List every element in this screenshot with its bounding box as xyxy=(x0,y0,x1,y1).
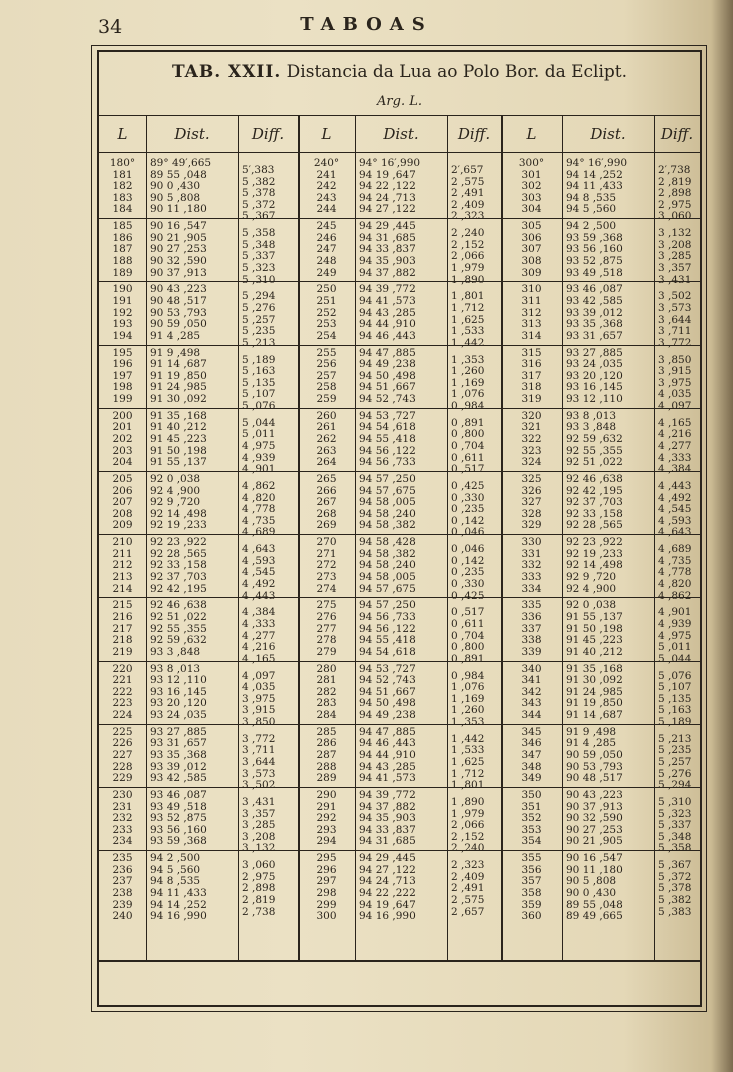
difference-values: 3 ,850 3 ,915 3 ,975 4 ,035 4 ,097 xyxy=(658,353,692,412)
column-header: Dist. xyxy=(174,125,210,143)
distance-values: 89° 49′,665 89 55 ,048 90 0 ,430 90 5 ,808 90 11 ,180 xyxy=(150,157,212,216)
distance-values: 94 29 ,445 94 27 ,122 94 24 ,713 94 22 ,222 94 19 ,647 94 16 ,990 xyxy=(359,852,416,923)
distance-values: 94 53 ,727 94 52 ,743 94 51 ,667 94 50 ,498 94 49 ,238 xyxy=(359,662,416,721)
difference-values: 1 ,890 1 ,979 2 ,066 2 ,152 2 ,240 xyxy=(451,796,485,855)
group-rule xyxy=(501,471,700,472)
arg-values: 345 346 347 348 349 xyxy=(521,725,542,785)
arg-values: 295 296 297 298 299 300 xyxy=(316,852,337,923)
column-rule xyxy=(146,115,147,960)
column-rule xyxy=(447,115,448,960)
arg-values: 205 206 207 208 209 xyxy=(112,473,133,532)
difference-values: 0 ,425 0 ,330 0 ,235 0 ,142 0 ,046 xyxy=(451,480,485,539)
group-rule xyxy=(501,218,700,219)
distance-values: 91 35 ,168 91 40 ,212 91 45 ,223 91 50 ,198 91 55 ,137 xyxy=(150,409,207,469)
page-number: 34 xyxy=(98,16,123,38)
column-rule xyxy=(298,115,300,960)
group-rule xyxy=(501,281,700,282)
arg-values: 240° 241 242 243 244 xyxy=(313,157,340,216)
difference-values: 0 ,517 0 ,611 0 ,704 0 ,800 0 ,891 xyxy=(451,606,485,665)
distance-values: 94 47 ,885 94 46 ,443 94 44 ,910 94 43 ,285 94 41 ,573 xyxy=(359,725,416,785)
difference-values: 1 ,442 1 ,533 1 ,625 1 ,712 1 ,801 xyxy=(451,732,485,792)
distance-values: 94 57 ,250 94 56 ,733 94 56 ,122 94 55 ,418 94 54 ,618 xyxy=(359,599,416,658)
arg-values: 310 311 312 313 314 xyxy=(521,283,542,342)
bottom-rule xyxy=(99,960,700,962)
column-header: Diff. xyxy=(660,125,694,143)
distance-values: 93 27 ,885 93 31 ,657 93 35 ,368 93 39 ,012 93 42 ,585 xyxy=(150,725,207,785)
distance-values: 94° 16′,990 94 14 ,252 94 11 ,433 94 8 ,535 94 5 ,560 xyxy=(566,157,628,216)
distance-values: 94 2 ,500 94 5 ,560 94 8 ,535 94 11 ,433 94 14 ,252 94 16 ,990 xyxy=(150,852,207,923)
column-rule xyxy=(654,115,655,960)
table-number: TAB. XXII. xyxy=(171,62,282,82)
difference-values: 5 ,310 5 ,323 5 ,337 5 ,348 5 ,358 xyxy=(658,796,692,855)
difference-values: 0 ,984 1 ,076 1 ,169 1 ,260 1 ,353 xyxy=(451,669,485,728)
difference-values: 4 ,384 4 ,333 4 ,277 4 ,216 4 ,165 xyxy=(242,606,276,665)
group-rule xyxy=(501,850,700,851)
group-rule xyxy=(501,534,700,535)
arg-values: 330 331 332 333 334 xyxy=(521,536,542,595)
difference-values: 5 ,358 5 ,348 5 ,337 5 ,323 5 ,310 xyxy=(242,227,276,286)
column-header: Dist. xyxy=(383,125,419,143)
distance-values: 94 2 ,500 93 59 ,368 93 56 ,160 93 52 ,875 93 49 ,518 xyxy=(566,220,623,279)
difference-values: 1 ,353 1 ,260 1 ,169 1 ,076 0 ,984 xyxy=(451,353,485,412)
arg-values: 305 306 307 308 309 xyxy=(521,220,542,279)
running-header: TABOAS xyxy=(300,14,433,35)
arg-values: 230 231 232 233 234 xyxy=(112,789,133,848)
distance-values: 92 46 ,638 92 42 ,195 92 37 ,703 92 33 ,158 92 28 ,565 xyxy=(566,473,623,532)
column-header: Dist. xyxy=(590,125,626,143)
arg-values: 195 196 197 198 199 xyxy=(112,346,133,405)
group-rule xyxy=(99,281,298,282)
distance-values: 94 57 ,250 94 57 ,675 94 58 ,005 94 58 ,240 94 58 ,382 xyxy=(359,473,416,532)
arg-values: 280 281 282 283 284 xyxy=(316,662,337,721)
arg-values: 335 336 337 338 339 xyxy=(521,599,542,658)
distance-values: 94 58 ,428 94 58 ,382 94 58 ,240 94 58 ,005 94 57 ,675 xyxy=(359,536,416,595)
difference-values: 4 ,443 4 ,492 4 ,545 4 ,593 4 ,643 xyxy=(658,480,692,539)
table-title xyxy=(99,62,700,82)
difference-values: 5 ,044 5 ,011 4 ,975 4 ,939 4 ,901 xyxy=(242,416,276,476)
arg-values: 215 216 217 218 219 xyxy=(112,599,133,658)
column-rule xyxy=(355,115,356,960)
distance-values: 94 39 ,772 94 37 ,882 94 35 ,903 94 33 ,837 94 31 ,685 xyxy=(359,789,416,848)
distance-values: 90 16 ,547 90 21 ,905 90 27 ,253 90 32 ,590 90 37 ,913 xyxy=(150,220,207,279)
arg-values: 290 291 292 293 294 xyxy=(316,789,337,848)
distance-values: 93 8 ,013 93 3 ,848 92 59 ,632 92 55 ,355 92 51 ,022 xyxy=(566,409,623,469)
group-rule xyxy=(99,218,298,219)
distance-values: 93 46 ,087 93 42 ,585 93 39 ,012 93 35 ,368 93 31 ,657 xyxy=(566,283,623,342)
group-rule xyxy=(298,218,501,219)
difference-values: 4 ,165 4 ,216 4 ,277 4 ,333 4 ,384 xyxy=(658,416,692,476)
difference-values: 4 ,689 4 ,735 4 ,778 4 ,820 4 ,862 xyxy=(658,543,692,602)
group-rule xyxy=(298,408,501,409)
difference-values: 4 ,862 4 ,820 4 ,778 4 ,735 4 ,689 xyxy=(242,480,276,539)
arg-values: 315 316 317 318 319 xyxy=(521,346,542,405)
group-rule xyxy=(501,661,700,662)
group-rule xyxy=(298,597,501,598)
column-header: L xyxy=(321,125,332,143)
group-rule xyxy=(501,408,700,409)
arg-values: 300° 301 302 303 304 xyxy=(518,157,545,216)
difference-values: 2 ,323 2 ,409 2 ,491 2 ,575 2 ,657 xyxy=(451,859,485,918)
arg-values: 325 326 327 328 329 xyxy=(521,473,542,532)
group-rule xyxy=(99,534,298,535)
distance-values: 92 23 ,922 92 19 ,233 92 14 ,498 92 9 ,720 92 4 ,900 xyxy=(566,536,623,595)
difference-values: 4 ,643 4 ,593 4 ,545 4 ,492 4 ,443 xyxy=(242,543,276,602)
distance-values: 92 0 ,038 92 4 ,900 92 9 ,720 92 14 ,498 92 19 ,233 xyxy=(150,473,207,532)
group-rule xyxy=(99,408,298,409)
difference-values: 4 ,901 4 ,939 4 ,975 5 ,011 5 ,044 xyxy=(658,606,692,665)
arg-values: 180° 181 182 183 184 xyxy=(109,157,136,216)
difference-values: 5 ,189 5 ,163 5 ,135 5 ,107 5 ,076 xyxy=(242,353,276,412)
group-rule xyxy=(99,850,298,851)
column-header: Diff. xyxy=(251,125,285,143)
group-rule xyxy=(501,597,700,598)
arg-values: 285 286 287 288 289 xyxy=(316,725,337,785)
group-rule xyxy=(298,471,501,472)
arg-values: 260 261 262 263 264 xyxy=(316,409,337,469)
distance-values: 90 43 ,223 90 48 ,517 90 53 ,793 90 59 ,050 91 4 ,285 xyxy=(150,283,207,342)
distance-values: 92 23 ,922 92 28 ,565 92 33 ,158 92 37 ,703 92 42 ,195 xyxy=(150,536,207,595)
distance-values: 91 35 ,168 91 30 ,092 91 24 ,985 91 19 ,850 91 14 ,687 xyxy=(566,662,623,721)
arg-values: 200 201 202 203 204 xyxy=(112,409,133,469)
arg-values: 255 256 257 258 259 xyxy=(316,346,337,405)
arg-values: 185 186 187 188 189 xyxy=(112,220,133,279)
distance-values: 92 46 ,638 92 51 ,022 92 55 ,355 92 59 ,632 93 3 ,848 xyxy=(150,599,207,658)
arg-values: 210 211 212 213 214 xyxy=(112,536,133,595)
title-rule xyxy=(99,115,700,116)
column-rule xyxy=(238,115,239,960)
difference-values: 2′,738 2 ,819 2 ,898 2 ,975 3 ,060 xyxy=(658,164,692,223)
distance-values: 91 9 ,498 91 4 ,285 90 59 ,050 90 53 ,793 90 48 ,517 xyxy=(566,725,623,785)
arg-values: 270 271 272 273 274 xyxy=(316,536,337,595)
difference-values: 3 ,132 3 ,208 3 ,285 3 ,357 3 ,431 xyxy=(658,227,692,286)
difference-values: 0 ,891 0 ,800 0 ,704 0 ,611 0 ,517 xyxy=(451,416,485,476)
difference-values: 5 ,076 5 ,107 5 ,135 5 ,163 5 ,189 xyxy=(658,669,692,728)
table-caption: Distancia da Lua ao Polo Bor. da Eclipt. xyxy=(286,62,628,82)
difference-values: 5 ,213 5 ,235 5 ,257 5 ,276 5 ,294 xyxy=(658,732,692,792)
distance-values: 94 53 ,727 94 54 ,618 94 55 ,418 94 56 ,122 94 56 ,733 xyxy=(359,409,416,469)
distance-values: 93 8 ,013 93 12 ,110 93 16 ,145 93 20 ,120 93 24 ,035 xyxy=(150,662,207,721)
group-rule xyxy=(99,345,298,346)
group-rule xyxy=(501,345,700,346)
distance-values: 93 27 ,885 93 24 ,035 93 20 ,120 93 16 ,145 93 12 ,110 xyxy=(566,346,623,405)
argument-label: Arg. L. xyxy=(377,94,422,109)
arg-values: 235 236 237 238 239 240 xyxy=(112,852,133,923)
column-rule xyxy=(562,115,563,960)
distance-values: 91 9 ,498 91 14 ,687 91 19 ,850 91 24 ,985 91 30 ,092 xyxy=(150,346,207,405)
table-frame xyxy=(97,50,702,1007)
group-rule xyxy=(298,787,501,788)
difference-values: 1 ,801 1 ,712 1 ,625 1 ,533 1 ,442 xyxy=(451,290,485,349)
difference-values: 5 ,294 5 ,276 5 ,257 5 ,235 5 ,213 xyxy=(242,290,276,349)
arg-values: 340 341 342 343 344 xyxy=(521,662,542,721)
difference-values: 3 ,772 3 ,711 3 ,644 3 ,573 3 ,502 xyxy=(242,732,276,792)
group-rule xyxy=(99,724,298,725)
title-bar xyxy=(99,52,700,115)
arg-values: 350 351 352 353 354 xyxy=(521,789,542,848)
arg-values: 265 266 267 268 269 xyxy=(316,473,337,532)
column-header: L xyxy=(117,125,128,143)
group-rule xyxy=(99,661,298,662)
column-header: Diff. xyxy=(457,125,491,143)
group-rule xyxy=(99,597,298,598)
distance-values: 94 47 ,885 94 49 ,238 94 50 ,498 94 51 ,667 94 52 ,743 xyxy=(359,346,416,405)
difference-values: 4 ,097 4 ,035 3 ,975 3 ,915 3 ,850 xyxy=(242,669,276,728)
difference-values: 3 ,431 3 ,357 3 ,285 3 ,208 3 ,132 xyxy=(242,796,276,855)
distance-values: 90 16 ,547 90 11 ,180 90 5 ,808 90 0 ,430 89 55 ,048 89 49 ,665 xyxy=(566,852,623,923)
group-rule xyxy=(298,534,501,535)
distance-values: 94° 16′,990 94 19 ,647 94 22 ,122 94 24 ,713 94 27 ,122 xyxy=(359,157,421,216)
arg-values: 190 191 192 193 194 xyxy=(112,283,133,342)
group-rule xyxy=(298,850,501,851)
distance-values: 94 39 ,772 94 41 ,573 94 43 ,285 94 44 ,910 94 46 ,443 xyxy=(359,283,416,342)
arg-values: 320 321 322 323 324 xyxy=(521,409,542,469)
column-header: L xyxy=(526,125,537,143)
difference-values: 0 ,046 0 ,142 0 ,235 0 ,330 0 ,425 xyxy=(451,543,485,602)
difference-values: 5′,383 5 ,382 5 ,378 5 ,372 5 ,367 xyxy=(242,164,276,223)
column-rule xyxy=(501,115,503,960)
group-rule xyxy=(298,661,501,662)
group-rule xyxy=(298,345,501,346)
arg-values: 250 251 252 253 254 xyxy=(316,283,337,342)
distance-values: 93 46 ,087 93 49 ,518 93 52 ,875 93 56 ,160 93 59 ,368 xyxy=(150,789,207,848)
arg-values: 220 221 222 223 224 xyxy=(112,662,133,721)
group-rule xyxy=(298,724,501,725)
distance-values: 90 43 ,223 90 37 ,913 90 32 ,590 90 27 ,253 90 21 ,905 xyxy=(566,789,623,848)
difference-values: 5 ,367 5 ,372 5 ,378 5 ,382 5 ,383 xyxy=(658,859,692,918)
group-rule xyxy=(99,787,298,788)
distance-values: 92 0 ,038 91 55 ,137 91 50 ,198 91 45 ,223 91 40 ,212 xyxy=(566,599,623,658)
group-rule xyxy=(298,281,501,282)
difference-values: 2 ,240 2 ,152 2 ,066 1 ,979 1 ,890 xyxy=(451,227,485,286)
arg-values: 245 246 247 248 249 xyxy=(316,220,337,279)
difference-values: 2′,657 2 ,575 2 ,491 2 ,409 2 ,323 xyxy=(451,164,485,223)
arg-values: 355 356 357 358 359 360 xyxy=(521,852,542,923)
difference-values: 3 ,502 3 ,573 3 ,644 3 ,711 3 ,772 xyxy=(658,290,692,349)
arg-values: 275 276 277 278 279 xyxy=(316,599,337,658)
group-rule xyxy=(501,787,700,788)
distance-values: 94 29 ,445 94 31 ,685 94 33 ,837 94 35 ,903 94 37 ,882 xyxy=(359,220,416,279)
arg-values: 225 226 227 228 229 xyxy=(112,725,133,785)
header-rule xyxy=(99,152,700,153)
difference-values: 3 ,060 2 ,975 2 ,898 2 ,819 2 ,738 xyxy=(242,859,276,918)
group-rule xyxy=(501,724,700,725)
group-rule xyxy=(99,471,298,472)
